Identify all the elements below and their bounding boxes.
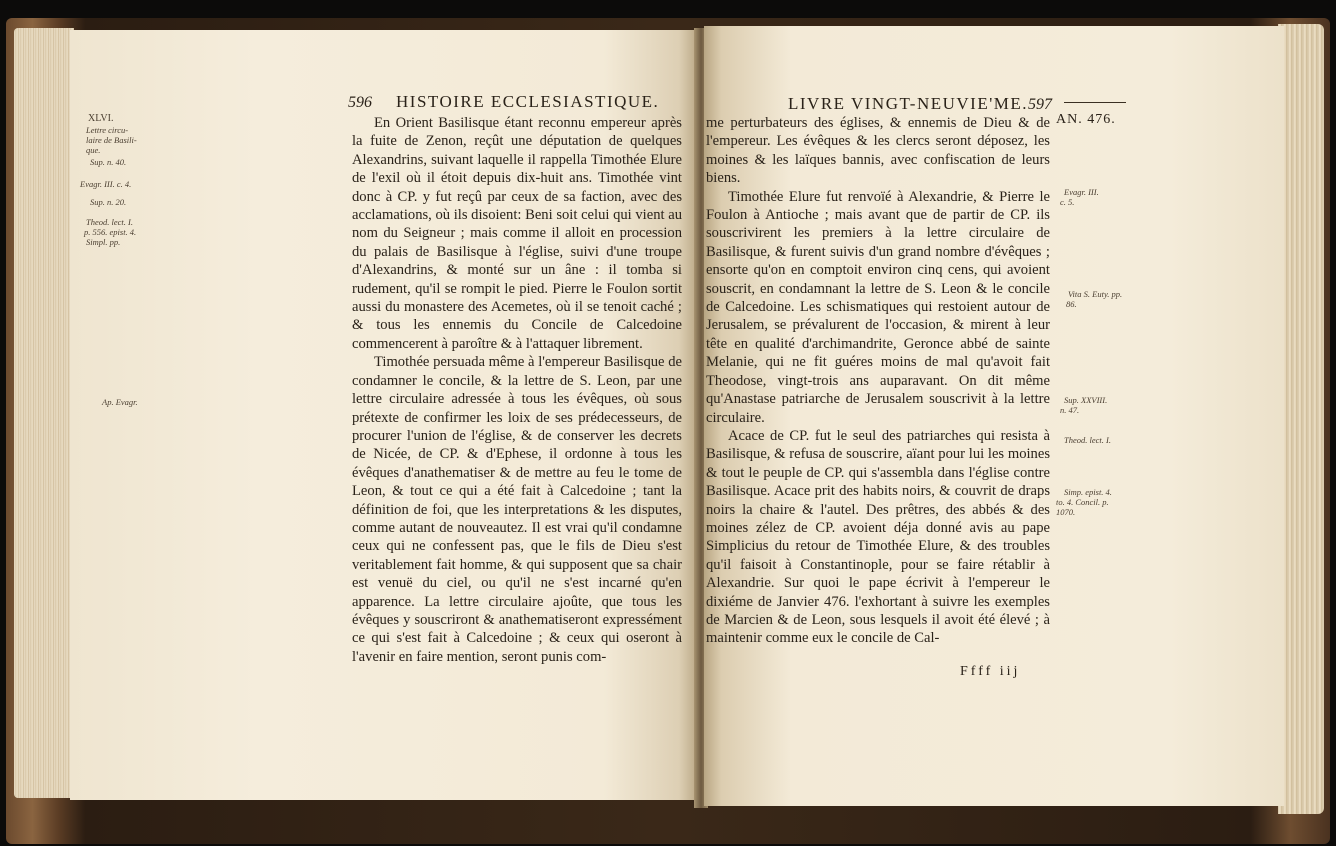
- margin-note: 1070.: [1056, 507, 1076, 517]
- right-page-number: 597: [1028, 96, 1052, 113]
- margin-note: Simpl. pp.: [86, 237, 121, 247]
- margin-note: Sup. n. 20.: [90, 197, 127, 207]
- margin-note: p. 556. epist. 4.: [84, 227, 137, 237]
- margin-note: Sup. XXVIII.: [1064, 395, 1108, 405]
- margin-note: 86.: [1066, 299, 1077, 309]
- paragraph: Acace de CP. fut le seul des patriarches qui resista à Basilisque, & refusa de souscrire, aïant pour lui les moines & tout le peuple de CP. qui s'assembla dans l'église contre Basilisque. Acace prit des habits noirs, & couvrit de draps noirs la chaire & l'autel. Des prêtres, des abbés & des moines zélez de CP. avoient déja donné avis au pape Simplicius du retour de Timothée Elure, & des troubles qu'il faisoit à Constantinople, pour se faire rétablir à Alexandrie. Sur quoi le pape écrivit à l'empereur le dixiéme de Janvier 476. l'exhortant à suivre les exemples de Marcien & de Leon, sous lesquels il avoit été élevé ; à maintenir comme eux le concile de Cal-: [706, 427, 1050, 647]
- page-edges-left: [14, 28, 74, 798]
- margin-note: Simp. epist. 4.: [1064, 487, 1112, 497]
- margin-note: c. 5.: [1060, 197, 1075, 207]
- margin-note: n. 47.: [1060, 405, 1080, 415]
- signature-mark: Ffff iij: [960, 664, 1021, 679]
- margin-note: Theod. lect. I.: [86, 217, 133, 227]
- margin-note: que.: [86, 145, 101, 155]
- margin-note: Evagr. III. c. 4.: [80, 179, 132, 189]
- margin-note: to. 4. Concil. p.: [1056, 497, 1109, 507]
- left-page: [70, 30, 698, 800]
- margin-note: Ap. Evagr.: [102, 397, 138, 407]
- left-body-text: [352, 114, 682, 666]
- margin-note: Vita S. Euty. pp.: [1068, 289, 1123, 299]
- margin-note: Theod. lect. I.: [1064, 435, 1111, 445]
- right-running-head: LIVRE VINGT-NEUVIE'ME.: [788, 94, 1029, 113]
- paragraph: En Orient Basilisque étant reconnu empereur après la fuite de Zenon, reçût une députation de quelques Alexandrins, suivant laquelle il rappella Timothée Elure de l'exil où il étoit depuis dix-huit ans. Timothée vint donc à CP. y fut reçû par ceux de sa faction, avec des acclamations, où ils disoient: Beni soit celui qui vient au nom du Seigneur ; mais comme il alloit en procession du palais de Basilisque à l'église, suivi d'une troupe d'Alexandrins, & monté sur un âne : il tomba si rudement, qu'il se rompit le pied. Pierre le Foulon sortit aussi du monastere des Acemetes, où il se tenoit caché ; & tous les ennemis du Concile de Calcedoine commencerent à paroître & à l'attaquer librement.: [352, 115, 682, 352]
- margin-note: XLVI.: [88, 113, 114, 124]
- page-edges-right: [1278, 24, 1324, 814]
- header-rule: [1064, 102, 1126, 103]
- year-label: AN. 476.: [1056, 112, 1116, 127]
- paragraph: Timothée Elure fut renvoïé à Alexandrie, & Pierre le Foulon à Antioche ; mais avant que de partir de CP. ils souscrivirent les premiers à la lettre circulaire de Basilisque, & furent suivis d'un grand nombre d'évêques ; ensorte qu'on en comptoit environ cinq cens, qui avoient souscrit, en condamnant la lettre de S. Leon & le concile de Calcedoine. Les schismatiques qui restoient autour de Jerusalem, se prévalurent de l'occasion, & mirent à leur tête en qualité d'archimandrite, Geronce abbé de sainte Melanie, qui ne fit guéres moins de mal qu'avoit fait Theodose, vingt-trois ans auparavant. On dit même qu'Anastase patriarche de Jerusalem souscrivit à la lettre circulaire.: [706, 188, 1050, 426]
- right-page: [704, 26, 1284, 806]
- margin-note: Lettre circu-: [86, 125, 129, 135]
- paragraph: Timothée persuada même à l'empereur Basilisque de condamner le concile, & la lettre de S. Leon, par une lettre circulaire adressée à tous les évêques, où sous prétexte de confirmer les loix de ses prédecesseurs, de procurer l'union de l'église, & de conserver les decrets de Nicée, de CP. & d'Ephese, il ordonne à tous les évêques d'anathematiser & de mettre au feu le tome de Leon, & tout ce qui a été fait à Calcedoine ; tant la définition de foi, que les interpretations & les disputes, comme autant de nouveautez. Il est vrai qu'il condamne ceux qui ne confessent pas, que le fils de Dieu s'est veritablement fait homme, & qui supposent que sa chair est venuë du ciel, ou qu'il ne s'est incarné qu'en apparence. La lettre circulaire ajoûte, que tous les évêques y souscriront & anathematiseront expressément ce qui s'est fait à Calcedoine ; & ceux qui oseront à l'avenir en faire mention, seront punis com-: [352, 354, 682, 665]
- right-body-text: [706, 114, 1050, 648]
- margin-note: Evagr. III.: [1064, 187, 1099, 197]
- left-page-number: 596: [348, 94, 372, 111]
- left-running-head: HISTOIRE ECCLESIASTIQUE.: [396, 92, 660, 111]
- margin-note: laire de Basili-: [86, 135, 137, 145]
- margin-note: Sup. n. 40.: [90, 157, 127, 167]
- paragraph: me perturbateurs des églises, & ennemis de Dieu & de l'empereur. Les évêques & les clercs seront déposez, les moines & les laïques bannis, avec confiscation de leurs biens.: [706, 115, 1050, 187]
